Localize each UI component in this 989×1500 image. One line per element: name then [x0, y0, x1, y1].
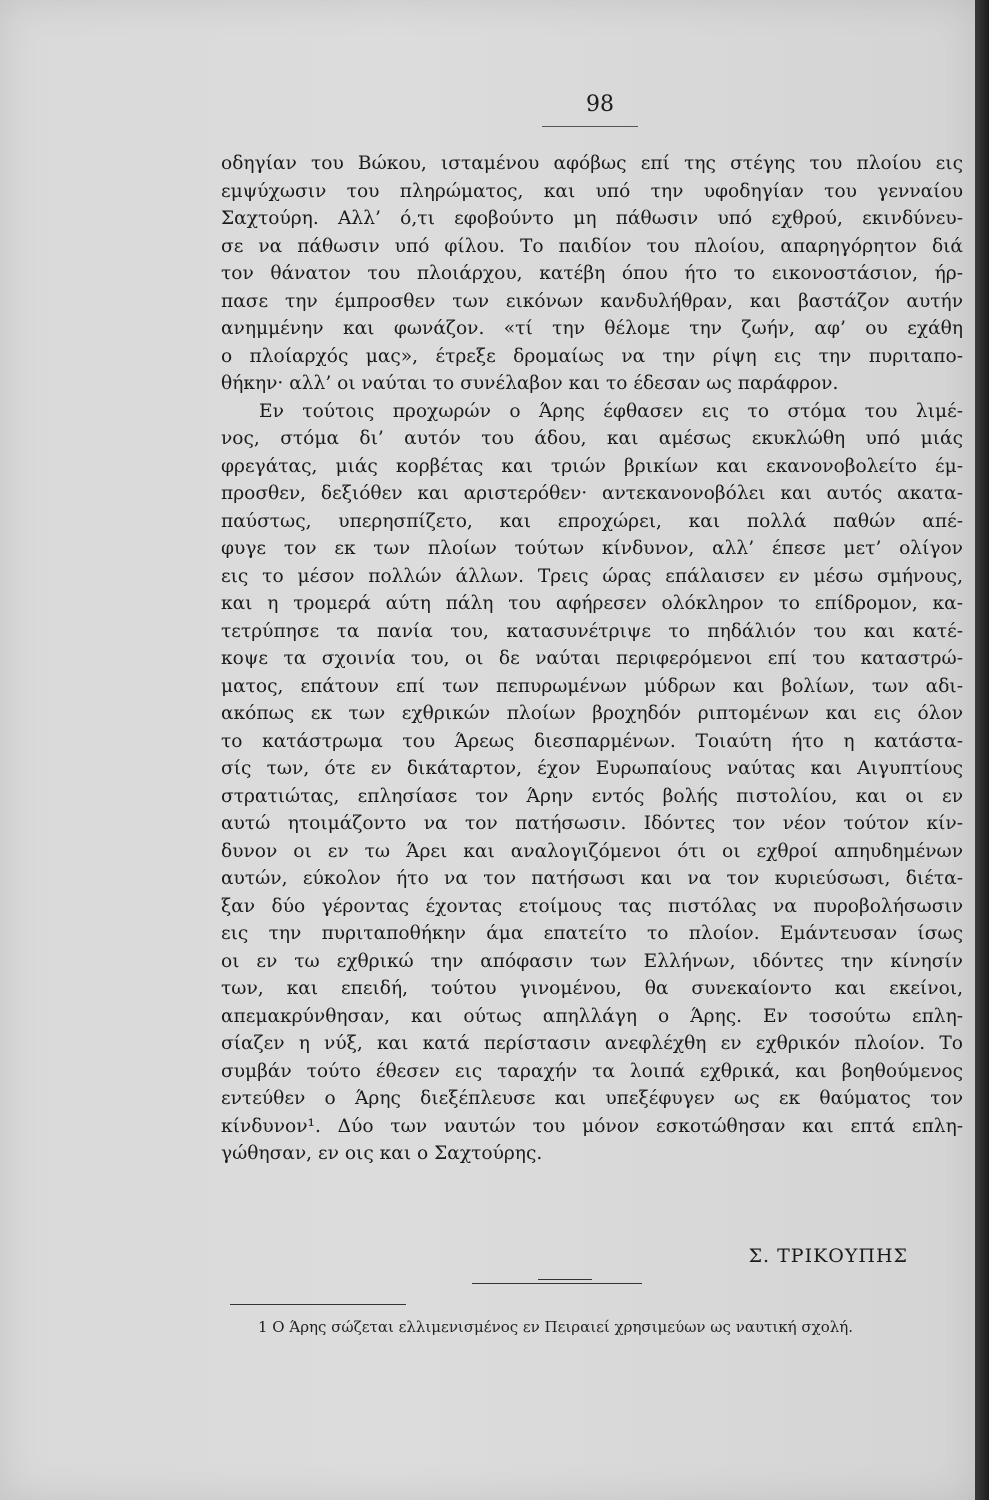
text-line: δυνον οι εν τω Άρει και αναλογιζόμενοι ότι οι εχθροί απηυδημένων [221, 840, 963, 862]
text-line: απεμακρύνθησαν, και ούτως απηλλάγη ο Άρης. Εν τοσούτω επλη- [221, 1005, 963, 1027]
text-line: εις το μέσον πολλών άλλων. Τρεις ώρας επάλαισεν εν μέσω σμήνους, [221, 565, 963, 587]
text-line: προσθεν, δεξιόθεν και αριστερόθεν· αντεκανονοβόλει και αυτός ακατα- [221, 483, 963, 504]
text-line: το κατάστρωμα του Άρεως διεσπαρμένων. Τοιαύτη ήτο η κατάστα- [221, 730, 963, 752]
text-line: και η τρομερά αύτη πάλη του αφήρεσεν ολόκληρον το επίδρομον, κα- [221, 593, 963, 614]
text-line: νος, στόμα δι’ αυτόν του άδου, και αμέσως εκυκλώθη υπό μιάς [221, 428, 963, 449]
text-line: των, και επειδή, τούτου γινομένου, θα συνεκαίοντο και εκείνοι, [221, 978, 963, 999]
text-line: θήκην· αλλ’ οι ναύται το συνέλαβον και το έδεσαν ως παράφρον. [221, 373, 839, 394]
text-line: εις την πυριταποθήκην άμα επατείτο το πλοίον. Εμάντευσαν ίσως [221, 923, 963, 944]
footnote: 1 Ο Άρης σώζεται ελλιμενισμένος εν Πειραιεί χρησιμεύων ως ναυτική σχολή. [258, 1318, 854, 1336]
text-line: παύστως, υπερησπίζετο, και επροχώρει, και πολλά παθών απέ- [221, 510, 963, 532]
text-line: ακόπως εκ των εχθρικών πλοίων βροχηδόν ριπτομένων και εις όλον [221, 703, 963, 724]
text-line: τον θάνατον του πλοιάρχου, κατέβη όπου ήτο το εικονοστάσιον, ήρ- [221, 263, 963, 284]
text-line: κοψε τα σχοινία του, οι δε ναύται περιφερόμενοι επί του καταστρώ- [221, 648, 963, 669]
scan-edge [975, 0, 989, 1500]
text-line: σε να πάθωσιν υπό φίλου. Το παιδίον του πλοίου, απαρηγόρητον διά [221, 235, 963, 257]
text-line: τετρύπησε τα πανία του, κατασυνέτριψε το πηδάλιόν του και κατέ- [221, 620, 963, 642]
text-line: αυτώ ητοιμάζοντο να τον πατήσωσιν. Ιδόντες τον νέον τούτον κίν- [221, 813, 963, 834]
text-line: σίς των, ότε εν δικάταρτον, έχον Ευρωπαίους ναύτας και Αιγυπτίους [221, 758, 963, 779]
text-line: ανημμένην και φωνάζον. «τί την θέλομε την ζωήν, αφ’ ου εχάθη [221, 318, 963, 339]
text-line: φυγε τον εκ των πλοίων τούτων κίνδυνον, αλλ’ έπεσε μετ’ ολίγον [221, 538, 963, 559]
end-rule-center [538, 1279, 592, 1280]
text-line: αυτών, εύκολον ήτο να τον πατήσωσι και να τον κυριεύσωσι, διέτα- [221, 868, 963, 889]
text-line: πασε την έμπροσθεν των εικόνων κανδυλήθραν, και βαστάζον αυτήν [221, 290, 963, 312]
end-rule [472, 1283, 642, 1284]
text-line: στρατιώτας, επλησίασε τον Άρην εντός βολής πιστολίου, και οι εν [221, 785, 963, 807]
page-number-rule [542, 126, 638, 127]
text-line: εντεύθεν ο Άρης διεξέπλευσε και υπεξέφυγεν ως εκ θαύματος τον [221, 1088, 963, 1109]
text-line: συμβάν τούτο έθεσεν εις ταραχήν τα λοιπά εχθρικά, και βοηθούμενος [221, 1060, 963, 1082]
text-line: γώθησαν, εν οις και ο Σαχτούρης. [221, 1143, 543, 1164]
paragraph-start-line: Εν τούτοις προχωρών ο Άρης έφθασεν εις το στόμα του λιμέ- [259, 400, 963, 422]
text-line: ξαν δύο γέροντας έχοντας ετοίμους τας πιστόλας να πυροβολήσωσιν [221, 895, 963, 917]
text-line: εμψύχωσιν του πληρώματος, και υπό την υφοδηγίαν του γενναίου [221, 180, 963, 202]
text-line: οι εν τω εχθρικώ την απόφασιν των Ελλήνων, ιδόντες την κίνησίν [221, 950, 963, 972]
text-line: οδηγίαν του Βώκου, ισταμένου αφόβως επί της στέγης του πλοίου εις [221, 153, 963, 174]
text-line: ματος, επάτουν επί των πεπυρωμένων μύδρων και βολίων, των αδι- [221, 675, 963, 697]
page-number: 98 [586, 92, 614, 117]
text-line: σίαζεν η νύξ, και κατά περίστασιν ανεφλέχθη εν εχθρικόν πλοίον. Το [221, 1033, 963, 1054]
author-signature: Σ. ΤΡΙΚΟΥΠΗΣ [748, 1245, 908, 1267]
text-line: φρεγάτας, μιάς κορβέτας και τριών βρικίων και εκανονοβολείτο έμ- [221, 455, 963, 477]
text-line: Σαχτούρη. Αλλ’ ό,τι εφοβούντο μη πάθωσιν υπό εχθρού, εκινδύνευ- [221, 208, 963, 229]
text-line: κίνδυνον¹. Δύο των ναυτών του μόνον εσκοτώθησαν και επτά επλη- [221, 1115, 963, 1137]
body-text [221, 150, 963, 1168]
footnote-rule [230, 1304, 406, 1305]
text-line: ο πλοίαρχός μας», έτρεξε δρομαίως να την ρίψη εις την πυριταπο- [221, 345, 963, 367]
